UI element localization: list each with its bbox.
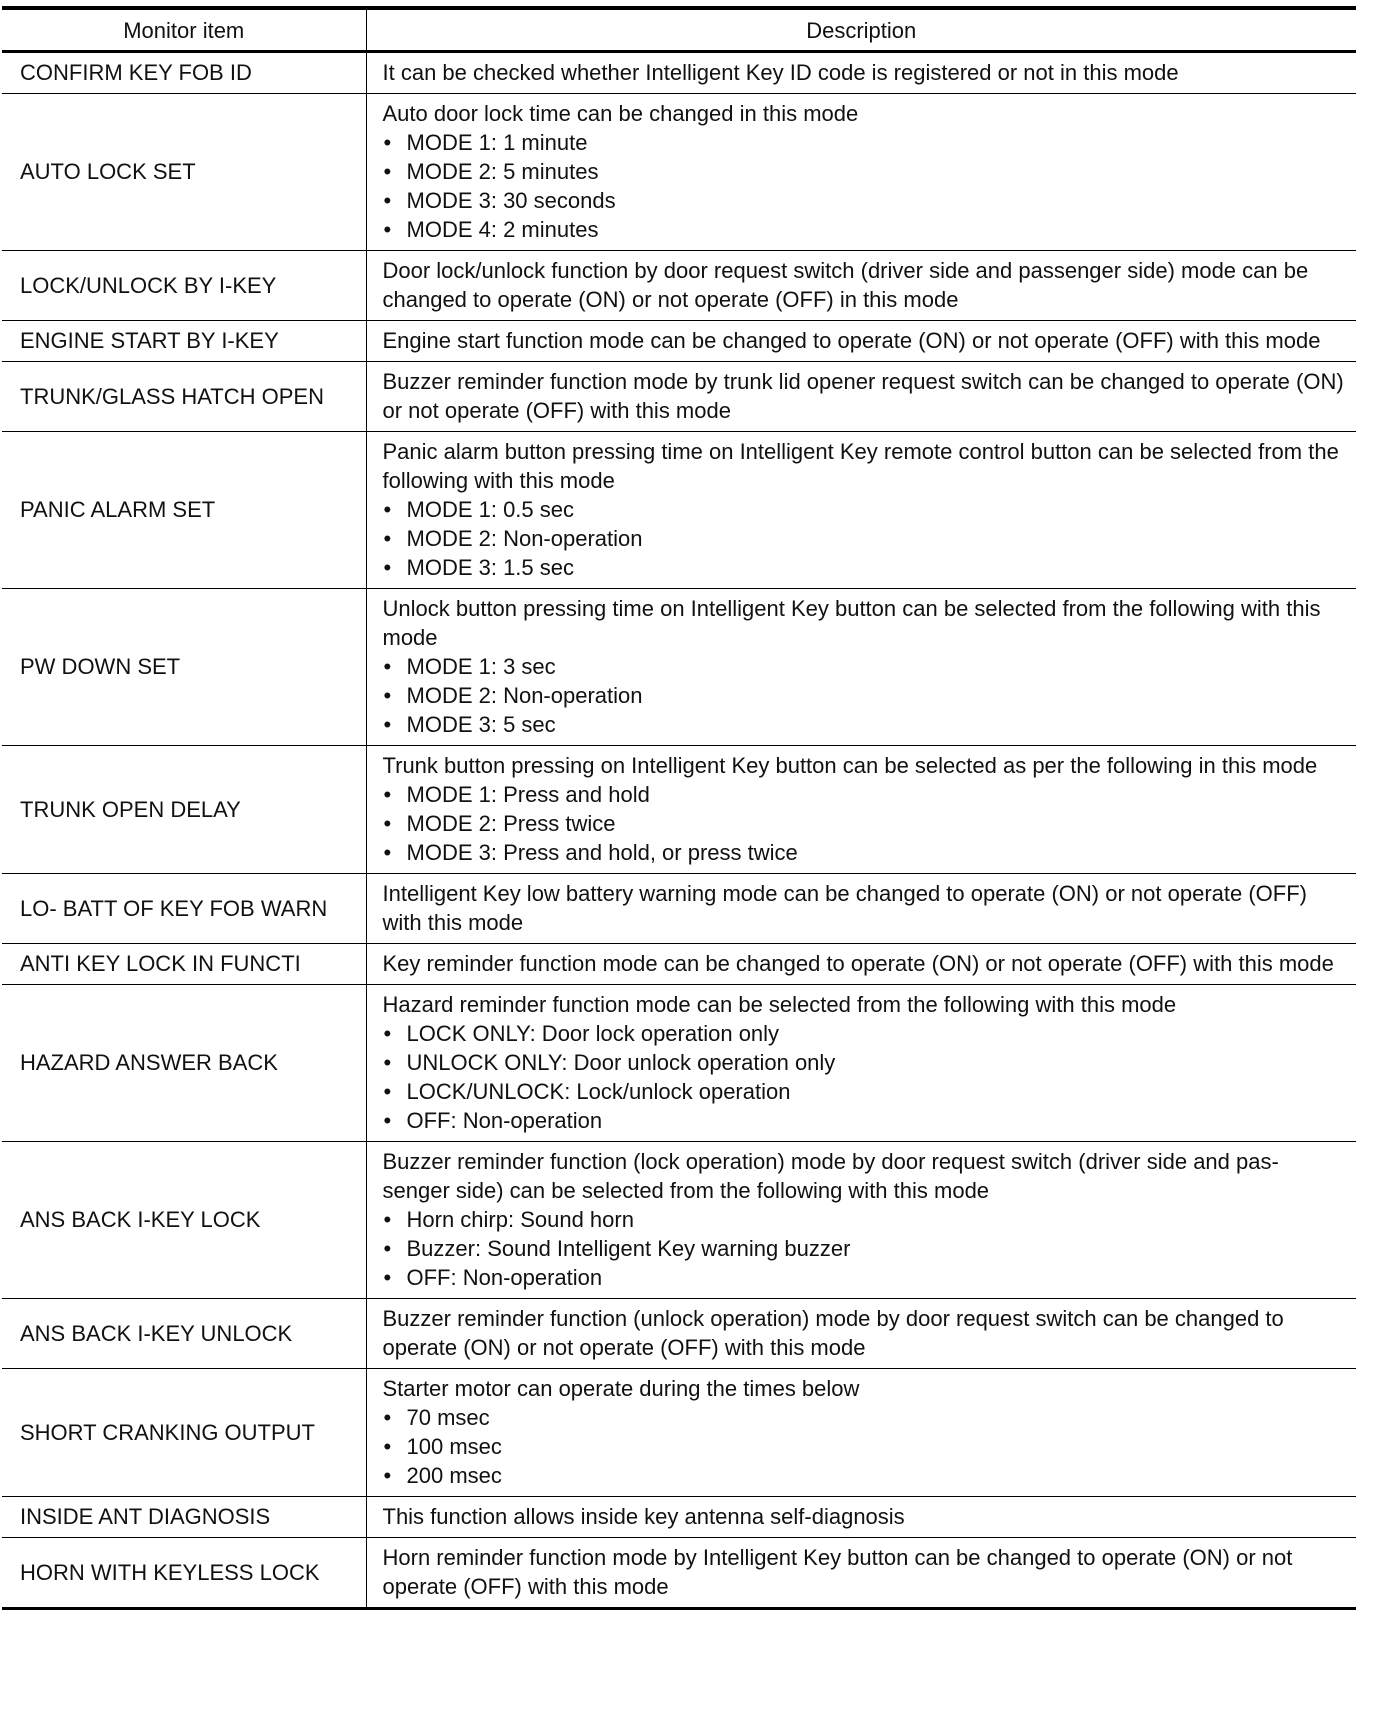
mode-option-item: • MODE 1: 3 sec bbox=[383, 652, 1345, 681]
monitor-item-cell: CONFIRM KEY FOB ID bbox=[2, 52, 366, 94]
description-cell bbox=[366, 1497, 1356, 1538]
monitor-item-cell: SHORT CRANKING OUTPUT bbox=[2, 1369, 366, 1497]
mode-option-item: • MODE 2: Non-operation bbox=[383, 681, 1345, 710]
description-text: Panic alarm button pressing time on Intelligent Key remote control button can be selected from the following with this mode bbox=[382, 439, 1339, 493]
description-text: Hazard reminder function mode can be selected from the following with this mode bbox=[382, 992, 1177, 1017]
description-cell bbox=[366, 589, 1356, 746]
description-cell bbox=[366, 94, 1356, 251]
mode-option-item: • MODE 3: 1.5 sec bbox=[383, 553, 1345, 582]
mode-option-item: • OFF: Non-operation bbox=[383, 1263, 1345, 1292]
mode-option-item: • LOCK/UNLOCK: Lock/unlock operation bbox=[383, 1077, 1345, 1106]
monitor-item-cell: ANTI KEY LOCK IN FUNCTI bbox=[2, 944, 366, 985]
description-text: Door lock/unlock function by door request switch (driver side and passenger side) mode can be changed to operate (ON) or not operate (OFF) in this mode bbox=[382, 258, 1309, 312]
mode-option-item: • 70 msec bbox=[383, 1403, 1345, 1432]
monitor-item-cell: AUTO LOCK SET bbox=[2, 94, 366, 251]
table-row bbox=[2, 1497, 1356, 1538]
description-text: Key reminder function mode can be changed to operate (ON) or not operate (OFF) with this mode bbox=[382, 951, 1334, 976]
monitor-item-cell: PW DOWN SET bbox=[2, 589, 366, 746]
description-text: Engine start function mode can be changed to operate (ON) or not operate (OFF) with this mode bbox=[382, 328, 1321, 353]
description-cell bbox=[366, 985, 1356, 1142]
mode-option-list bbox=[383, 780, 1345, 867]
description-text: Unlock button pressing time on Intelligent Key button can be selected from the following with this mode bbox=[382, 596, 1321, 650]
table-row bbox=[2, 432, 1356, 589]
mode-option-item: • MODE 2: 5 minutes bbox=[383, 157, 1345, 186]
description-text: Starter motor can operate during the times below bbox=[382, 1376, 860, 1401]
description-cell bbox=[366, 432, 1356, 589]
description-cell bbox=[366, 52, 1356, 94]
table-row bbox=[2, 874, 1356, 944]
mode-option-list bbox=[383, 495, 1345, 582]
mode-option-list bbox=[383, 1019, 1345, 1135]
table-row bbox=[2, 1299, 1356, 1369]
mode-option-item: • MODE 1: Press and hold bbox=[383, 780, 1345, 809]
description-cell bbox=[366, 362, 1356, 432]
description-cell bbox=[366, 1538, 1356, 1609]
table-row bbox=[2, 1538, 1356, 1609]
description-cell bbox=[366, 874, 1356, 944]
table-row bbox=[2, 1369, 1356, 1497]
description-text: Buzzer reminder function mode by trunk lid opener request switch can be changed to operate (ON) or not operate (OFF) with this mode bbox=[382, 369, 1344, 423]
mode-option-item: • MODE 3: Press and hold, or press twice bbox=[383, 838, 1345, 867]
monitor-item-cell: PANIC ALARM SET bbox=[2, 432, 366, 589]
mode-option-list bbox=[383, 128, 1345, 244]
mode-option-item: • UNLOCK ONLY: Door unlock operation only bbox=[383, 1048, 1345, 1077]
monitor-item-cell: ANS BACK I-KEY UNLOCK bbox=[2, 1299, 366, 1369]
table-row bbox=[2, 944, 1356, 985]
table-row bbox=[2, 1142, 1356, 1299]
mode-option-item: • Buzzer: Sound Intelligent Key warning buzzer bbox=[383, 1234, 1345, 1263]
mode-option-list bbox=[383, 652, 1345, 739]
description-cell bbox=[366, 746, 1356, 874]
mode-option-item: • MODE 3: 5 sec bbox=[383, 710, 1345, 739]
monitor-item-cell: LOCK/UNLOCK BY I-KEY bbox=[2, 251, 366, 321]
mode-option-item: • LOCK ONLY: Door lock operation only bbox=[383, 1019, 1345, 1048]
description-text: It can be checked whether Intelligent Key ID code is registered or not in this mode bbox=[382, 60, 1179, 85]
description-text: Trunk button pressing on Intelligent Key button can be selected as per the following in this mode bbox=[382, 753, 1318, 778]
description-text: Buzzer reminder function (unlock operation) mode by door request switch can be changed to operate (ON) or not operate (OFF) with this mode bbox=[382, 1306, 1284, 1360]
table-row bbox=[2, 94, 1356, 251]
monitor-item-cell: INSIDE ANT DIAGNOSIS bbox=[2, 1497, 366, 1538]
table-row bbox=[2, 251, 1356, 321]
mode-option-item: • MODE 1: 0.5 sec bbox=[383, 495, 1345, 524]
mode-option-list bbox=[383, 1205, 1345, 1292]
description-text: This function allows inside key antenna self-diagnosis bbox=[382, 1504, 905, 1529]
description-cell bbox=[366, 321, 1356, 362]
table-header-row bbox=[2, 8, 1356, 52]
description-cell bbox=[366, 1299, 1356, 1369]
table-row bbox=[2, 321, 1356, 362]
mode-option-item: • Horn chirp: Sound horn bbox=[383, 1205, 1345, 1234]
monitor-item-cell: HORN WITH KEYLESS LOCK bbox=[2, 1538, 366, 1609]
mode-option-list bbox=[383, 1403, 1345, 1490]
description-text: Horn reminder function mode by Intelligent Key button can be changed to operate (ON) or not operate (OFF) with this mode bbox=[382, 1545, 1293, 1599]
header-monitor-item: Monitor item bbox=[2, 8, 366, 52]
mode-option-item: • MODE 3: 30 seconds bbox=[383, 186, 1345, 215]
description-text: Intelligent Key low battery warning mode can be changed to operate (ON) or not operate (OFF) with this mode bbox=[382, 881, 1307, 935]
table-row bbox=[2, 589, 1356, 746]
table-body bbox=[2, 52, 1356, 1609]
monitor-item-table bbox=[2, 6, 1356, 1610]
table-row bbox=[2, 985, 1356, 1142]
monitor-item-cell: TRUNK OPEN DELAY bbox=[2, 746, 366, 874]
description-cell bbox=[366, 251, 1356, 321]
mode-option-item: • MODE 2: Press twice bbox=[383, 809, 1345, 838]
description-cell bbox=[366, 1369, 1356, 1497]
table-row bbox=[2, 362, 1356, 432]
monitor-item-cell: ANS BACK I-KEY LOCK bbox=[2, 1142, 366, 1299]
monitor-item-cell: TRUNK/GLASS HATCH OPEN bbox=[2, 362, 366, 432]
monitor-item-cell: LO- BATT OF KEY FOB WARN bbox=[2, 874, 366, 944]
description-text: Auto door lock time can be changed in this mode bbox=[382, 101, 859, 126]
mode-option-item: • 100 msec bbox=[383, 1432, 1345, 1461]
description-cell bbox=[366, 944, 1356, 985]
table-row bbox=[2, 52, 1356, 94]
description-cell bbox=[366, 1142, 1356, 1299]
header-description: Description bbox=[366, 8, 1356, 52]
monitor-item-cell: HAZARD ANSWER BACK bbox=[2, 985, 366, 1142]
mode-option-item: • MODE 4: 2 minutes bbox=[383, 215, 1345, 244]
mode-option-item: • MODE 1: 1 minute bbox=[383, 128, 1345, 157]
mode-option-item: • 200 msec bbox=[383, 1461, 1345, 1490]
description-text: Buzzer reminder function (lock operation) mode by door request switch (driver side and pas-senger side) can be selected from the following with this mode bbox=[382, 1149, 1279, 1203]
monitor-item-cell: ENGINE START BY I-KEY bbox=[2, 321, 366, 362]
table-row bbox=[2, 746, 1356, 874]
mode-option-item: • OFF: Non-operation bbox=[383, 1106, 1345, 1135]
mode-option-item: • MODE 2: Non-operation bbox=[383, 524, 1345, 553]
